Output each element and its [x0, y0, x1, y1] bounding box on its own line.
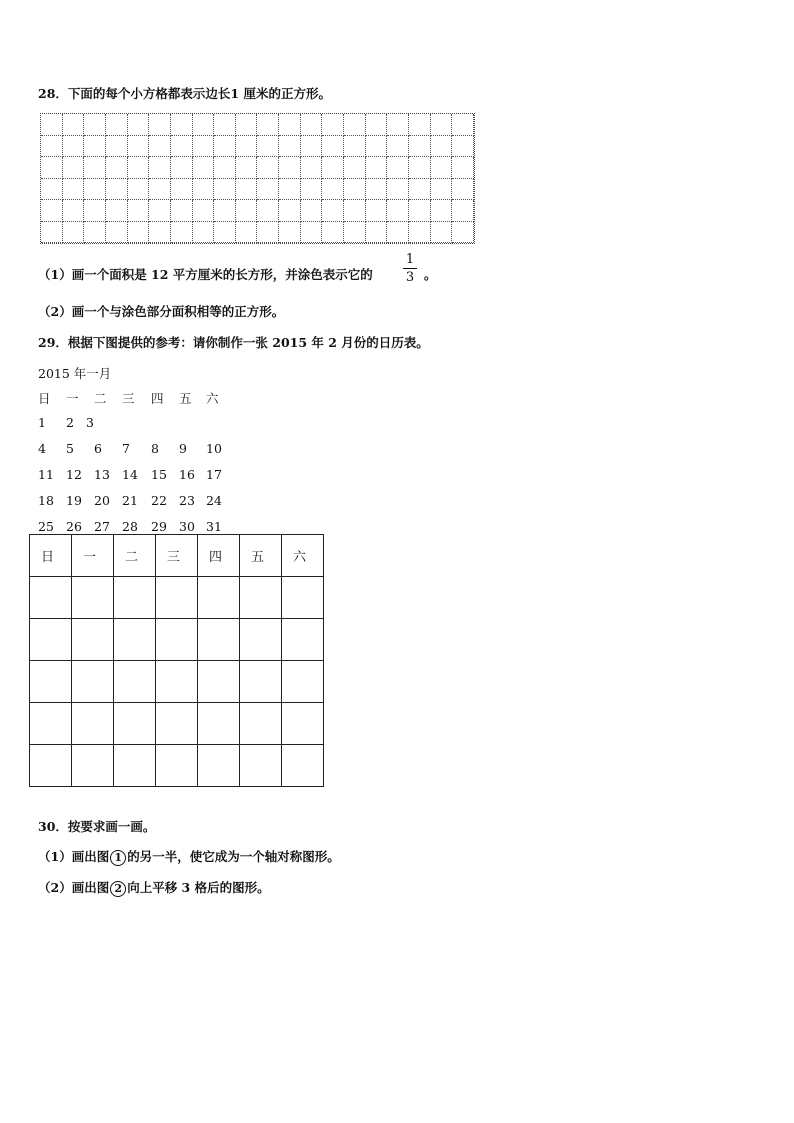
grid-cell [41, 200, 63, 222]
grid-cell [106, 222, 128, 244]
grid-cell [279, 114, 301, 136]
grid-cell [344, 222, 366, 244]
grid-cell [84, 157, 106, 179]
grid-cell [84, 200, 106, 222]
grid-cell [322, 200, 344, 222]
grid-cell [84, 114, 106, 136]
table-cell[interactable] [114, 745, 156, 787]
grid-cell [431, 114, 453, 136]
grid-cell [431, 136, 453, 158]
table-cell[interactable] [72, 619, 114, 661]
grid-cell [214, 222, 236, 244]
weekday-label: 二 [94, 391, 107, 406]
table-header-row [30, 535, 324, 577]
grid-cell [279, 157, 301, 179]
table-cell[interactable] [198, 745, 240, 787]
calendar-day: 30 [179, 519, 195, 534]
calendar-day: 6 [94, 441, 102, 456]
table-cell[interactable] [30, 703, 72, 745]
grid-cell [106, 114, 128, 136]
grid-cell [171, 157, 193, 179]
grid-cell [257, 179, 279, 201]
table-cell[interactable] [282, 661, 324, 703]
fraction-one-third [403, 252, 417, 285]
table-cell[interactable] [240, 661, 282, 703]
grid-cell [257, 114, 279, 136]
grid-cell [128, 157, 150, 179]
table-cell[interactable] [156, 619, 198, 661]
table-header-label: 六 [293, 550, 307, 565]
table-header-cell [282, 535, 324, 577]
grid-cell [214, 179, 236, 201]
grid-cell [301, 200, 323, 222]
grid-cell [452, 179, 474, 201]
grid-cell [236, 200, 258, 222]
table-cell[interactable] [240, 619, 282, 661]
q29-title: 29．根据下图提供的参考：请你制作一张 2015 年 2 月份的日历表。 [38, 335, 429, 350]
table-header-cell [114, 535, 156, 577]
grid-cell [322, 114, 344, 136]
q28-part2: （2）画一个与涂色部分面积相等的正方形。 [38, 304, 285, 319]
grid-cell [41, 222, 63, 244]
weekday-label: 六 [206, 391, 219, 406]
table-cell[interactable] [114, 661, 156, 703]
grid-cell [236, 114, 258, 136]
grid-cell [41, 114, 63, 136]
grid-cell [236, 157, 258, 179]
grid-cell [409, 136, 431, 158]
grid-cell [279, 179, 301, 201]
grid-cell [128, 136, 150, 158]
grid-cell [106, 200, 128, 222]
fraction-denominator: 3 [405, 270, 415, 285]
grid-cell [387, 114, 409, 136]
table-cell[interactable] [198, 577, 240, 619]
grid-cell [431, 157, 453, 179]
calendar-day: 31 [206, 519, 222, 534]
grid-cell [41, 157, 63, 179]
table-cell[interactable] [282, 703, 324, 745]
calendar-day: 10 [206, 441, 222, 456]
calendar-day: 9 [179, 441, 187, 456]
table-cell[interactable] [198, 703, 240, 745]
calendar-title: 2015 年一月 [38, 366, 112, 381]
grid-cell [452, 222, 474, 244]
calendar-day: 17 [206, 467, 222, 482]
grid-cell [128, 200, 150, 222]
table-cell[interactable] [156, 661, 198, 703]
grid-cell [63, 114, 85, 136]
table-cell[interactable] [72, 703, 114, 745]
table-header-label: 五 [251, 550, 265, 565]
grid-cell [149, 222, 171, 244]
table-cell[interactable] [240, 745, 282, 787]
q30-title: 30．按要求画一画。 [38, 819, 156, 834]
table-row [30, 577, 324, 619]
weekday-label: 五 [179, 391, 192, 406]
grid-cell [193, 222, 215, 244]
grid-cell [236, 222, 258, 244]
grid-cell [63, 222, 85, 244]
grid-cell [149, 179, 171, 201]
table-header-label: 四 [209, 550, 223, 565]
table-cell[interactable] [30, 661, 72, 703]
calendar-day: 23 [179, 493, 195, 508]
grid-cell [344, 157, 366, 179]
calendar-day: 20 [94, 493, 110, 508]
grid-cell [63, 200, 85, 222]
grid-cell [193, 114, 215, 136]
grid-cell [41, 179, 63, 201]
calendar-day: 1 [38, 415, 46, 430]
grid-cell [171, 114, 193, 136]
grid-cell [322, 179, 344, 201]
table-row [30, 661, 324, 703]
grid-cell [452, 200, 474, 222]
grid-cell [344, 200, 366, 222]
table-cell[interactable] [198, 619, 240, 661]
february-calendar-table [29, 534, 324, 787]
table-cell[interactable] [156, 745, 198, 787]
grid-cell [193, 136, 215, 158]
grid-cell [366, 157, 388, 179]
table-header-cell [156, 535, 198, 577]
grid-cell [236, 179, 258, 201]
calendar-day: 28 [122, 519, 138, 534]
q30-part1 [38, 847, 340, 866]
grid-cell [171, 200, 193, 222]
grid-cell [366, 114, 388, 136]
grid-cell [344, 136, 366, 158]
grid-cell [452, 114, 474, 136]
table-cell[interactable] [282, 577, 324, 619]
q30-part2-after: 向上平移 3 格后的图形。 [127, 880, 270, 895]
weekday-label: 日 [38, 391, 51, 406]
grid-cell [84, 136, 106, 158]
table-cell[interactable] [240, 577, 282, 619]
calendar-day: 19 [66, 493, 82, 508]
table-cell[interactable] [114, 703, 156, 745]
fraction-numerator: 1 [405, 252, 415, 267]
grid-cell [366, 179, 388, 201]
table-cell[interactable] [30, 577, 72, 619]
grid-cell [366, 222, 388, 244]
table-header-cell [240, 535, 282, 577]
grid-cell [257, 222, 279, 244]
dotted-grid [40, 113, 475, 244]
grid-cell [63, 136, 85, 158]
grid-cell [409, 157, 431, 179]
grid-cell [257, 200, 279, 222]
grid-cell [409, 200, 431, 222]
grid-cell [149, 200, 171, 222]
grid-cell [431, 179, 453, 201]
table-cell[interactable] [114, 619, 156, 661]
grid-cell [431, 200, 453, 222]
grid-cell [128, 114, 150, 136]
grid-cell [193, 157, 215, 179]
grid-cell [452, 136, 474, 158]
grid-cell [149, 114, 171, 136]
table-row [30, 619, 324, 661]
q30-part2 [38, 878, 270, 897]
grid-cell [322, 136, 344, 158]
grid-cell [171, 179, 193, 201]
weekday-label: 四 [151, 391, 164, 406]
grid-cell [149, 157, 171, 179]
grid-cell [409, 222, 431, 244]
grid-cell [344, 114, 366, 136]
table-header-label: 三 [167, 550, 181, 565]
grid-cell [301, 136, 323, 158]
grid-cell [279, 200, 301, 222]
grid-cell [387, 200, 409, 222]
calendar-day: 12 [66, 467, 82, 482]
calendar-day: 13 [94, 467, 110, 482]
grid-cell [214, 157, 236, 179]
grid-cell [214, 200, 236, 222]
grid-cell [193, 179, 215, 201]
grid-cell [322, 222, 344, 244]
table-header-cell [72, 535, 114, 577]
grid-cell [387, 157, 409, 179]
calendar-day: 7 [122, 441, 130, 456]
circled-number-2: 2 [110, 881, 126, 897]
calendar-day: 4 [38, 441, 46, 456]
table-header-cell [198, 535, 240, 577]
grid-cell [171, 222, 193, 244]
grid-cell [84, 179, 106, 201]
weekday-label: 三 [122, 391, 135, 406]
calendar-day: 8 [151, 441, 159, 456]
grid-cell [301, 157, 323, 179]
table-cell[interactable] [282, 619, 324, 661]
calendar-day: 14 [122, 467, 138, 482]
calendar-day: 29 [151, 519, 167, 534]
table-cell[interactable] [240, 703, 282, 745]
grid-cell [84, 222, 106, 244]
grid-cell [366, 200, 388, 222]
grid-cell [301, 114, 323, 136]
calendar-day: 15 [151, 467, 167, 482]
calendar-day: 27 [94, 519, 110, 534]
grid-cell [257, 136, 279, 158]
table-header-label: 二 [125, 550, 139, 565]
table-cell[interactable] [156, 703, 198, 745]
table-row [30, 703, 324, 745]
table-cell[interactable] [156, 577, 198, 619]
q30-part2-before: （2）画出图 [38, 880, 110, 895]
grid-cell [366, 136, 388, 158]
table-header-label: 日 [41, 550, 55, 565]
calendar-day: 2 [66, 415, 74, 430]
grid-cell [409, 114, 431, 136]
table-cell[interactable] [114, 577, 156, 619]
grid-cell [106, 179, 128, 201]
table-header-cell [30, 535, 72, 577]
grid-cell [128, 222, 150, 244]
q30-part1-after: 的另一半，使它成为一个轴对称图形。 [127, 849, 340, 864]
grid-cell [431, 222, 453, 244]
grid-cell [236, 136, 258, 158]
grid-cell [106, 136, 128, 158]
calendar-day: 11 [38, 467, 54, 482]
calendar-day: 21 [122, 493, 138, 508]
table-row [30, 745, 324, 787]
weekday-label: 一 [66, 391, 79, 406]
table-cell[interactable] [30, 745, 72, 787]
calendar-day: 16 [179, 467, 195, 482]
grid-cell [63, 157, 85, 179]
q28-part1 [38, 265, 373, 283]
grid-cell [257, 157, 279, 179]
grid-cell [279, 136, 301, 158]
calendar-day: 5 [66, 441, 74, 456]
grid-cell [387, 222, 409, 244]
grid-cell [387, 179, 409, 201]
table-cell[interactable] [72, 745, 114, 787]
grid-cell [301, 222, 323, 244]
grid-cell [279, 222, 301, 244]
grid-cell [344, 179, 366, 201]
q28-part1-end: 。 [424, 267, 437, 282]
calendar-day: 3 [86, 415, 94, 430]
table-cell[interactable] [198, 661, 240, 703]
calendar-day: 24 [206, 493, 222, 508]
circled-number-1: 1 [110, 850, 126, 866]
grid-cell [171, 136, 193, 158]
grid-cell [214, 136, 236, 158]
table-cell[interactable] [72, 661, 114, 703]
calendar-day: 25 [38, 519, 54, 534]
grid-cell [387, 136, 409, 158]
grid-cell [301, 179, 323, 201]
grid-cell [106, 157, 128, 179]
q30-part1-before: （1）画出图 [38, 849, 110, 864]
grid-cell [452, 157, 474, 179]
grid-cell [41, 136, 63, 158]
grid-cell [128, 179, 150, 201]
grid-cell [193, 200, 215, 222]
q28-title: 28．下面的每个小方格都表示边长1 厘米的正方形。 [38, 86, 331, 101]
table-cell[interactable] [282, 745, 324, 787]
grid-cell [149, 136, 171, 158]
grid-cell [214, 114, 236, 136]
grid-cell [322, 157, 344, 179]
calendar-day: 18 [38, 493, 54, 508]
grid-cell [63, 179, 85, 201]
calendar-day: 26 [66, 519, 82, 534]
q28-part1-text: （1）画一个面积是 12 平方厘米的长方形，并涂色表示它的 [38, 267, 373, 282]
calendar-day: 22 [151, 493, 167, 508]
table-cell[interactable] [30, 619, 72, 661]
table-cell[interactable] [72, 577, 114, 619]
grid-cell [409, 179, 431, 201]
table-header-label: 一 [83, 550, 97, 565]
